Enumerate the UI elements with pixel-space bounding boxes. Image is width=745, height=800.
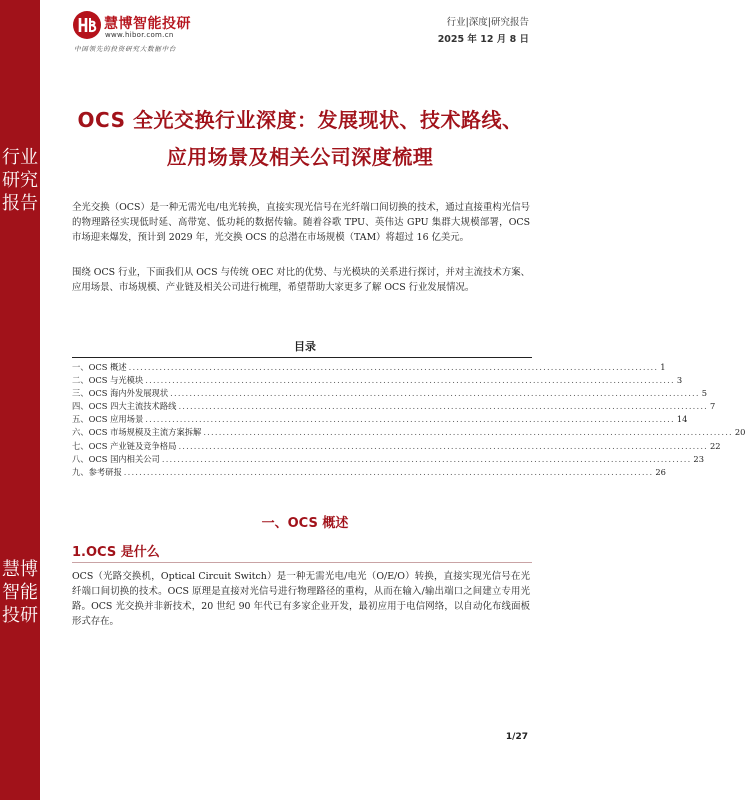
toc-item-label: 六、OCS 市场规模及主流方案拆解 — [72, 427, 202, 438]
section-paragraph-1: OCS（光路交换机，Optical Circuit Switch）是一种无需光电/电光（O/E/O）转换，直接实现光信号在光纤端口间切换的技术。OCS 原理是直接对光信号进行物理路径的重构，从而在输入/输出端口之间建立专用光路。OCS 光交换并非新技术，20 世纪 90 年代已有多家企业开发，最初应用于电信网络，以自动化布线面板形式存在。 — [72, 571, 530, 627]
toc-item-label: 七、OCS 产业链及竞争格局 — [72, 440, 177, 451]
toc-item[interactable] — [72, 400, 716, 413]
toc-leader: .......................................................................................................................................... — [128, 362, 659, 372]
sidebar-brand: 慧博智能投研 — [2, 559, 38, 626]
toc-item-page: 14 — [676, 414, 688, 425]
report-date: 2025 年 12 月 8 日 — [437, 34, 529, 45]
toc-item[interactable] — [72, 387, 707, 400]
report-meta — [438, 16, 529, 46]
toc-item-label: 九、参考研报 — [72, 466, 122, 477]
toc-item-label: 四、OCS 四大主流技术路线 — [72, 401, 177, 412]
toc-item-page: 3 — [676, 375, 683, 386]
sidebar-report-type: 行业研究报告 — [2, 147, 38, 214]
toc-item-label: 二、OCS 与光模块 — [72, 375, 144, 386]
toc-item-label: 三、OCS 海内外发展现状 — [72, 388, 169, 399]
toc-item-label: 八、OCS 国内相关公司 — [72, 453, 160, 464]
toc-leader: .......................................................................................................................................... — [178, 401, 709, 412]
logo-url: www.hibor.com.cn — [105, 31, 174, 39]
sub-heading: 1.OCS 是什么 — [72, 545, 160, 560]
toc-item[interactable] — [72, 361, 666, 374]
toc-leader: .......................................................................................................................................... — [178, 440, 709, 451]
toc-leader: .......................................................................................................................................... — [145, 375, 675, 386]
logo-mark-icon — [72, 10, 102, 40]
toc-item[interactable] — [72, 413, 688, 426]
toc-item-label: 一、OCS 概述 — [72, 362, 127, 372]
section-heading: 一、OCS 概述 — [261, 516, 349, 531]
page-title: OCS 全光交换行业深度：发展现状、技术路线、应用场景及相关公司深度梳理 — [77, 108, 523, 169]
table-of-contents — [72, 361, 745, 479]
toc-item[interactable] — [72, 440, 721, 453]
toc-item-page: 7 — [710, 401, 716, 412]
toc-leader: .......................................................................................................................................... — [123, 466, 654, 477]
toc-item-page: 23 — [693, 453, 704, 464]
toc-leader: .......................................................................................................................................... — [161, 453, 692, 464]
toc-item[interactable] — [72, 374, 683, 387]
toc-item-page: 26 — [655, 466, 666, 477]
toc-title: 目录 — [294, 340, 316, 353]
toc-item-label: 五、OCS 应用场景 — [72, 414, 144, 425]
toc-item[interactable] — [72, 453, 704, 466]
toc-item[interactable] — [72, 426, 745, 439]
toc-leader: .......................................................................................................................................... — [203, 427, 733, 438]
toc-divider — [72, 357, 532, 358]
intro-paragraph-2: 围绕 OCS 行业，下面我们从 OCS 与传统 OEC 对比的优势、与光模块的关系进行探讨，并对主流技术方案、应用场景、市场规模、产业链及相关公司进行梳理，希望帮助大家更多了解 OCS 行业发展情况。 — [72, 267, 530, 293]
report-tags: 行业|深度|研究报告 — [446, 17, 529, 28]
toc-item-page: 20 — [734, 427, 745, 438]
toc-leader: .......................................................................................................................................... — [170, 388, 700, 399]
brand-logo — [72, 10, 202, 53]
toc-item[interactable] — [72, 466, 666, 479]
sub-heading-divider — [72, 562, 532, 563]
toc-item-page: 5 — [701, 388, 707, 399]
toc-leader: .......................................................................................................................................... — [145, 414, 675, 425]
logo-name: 慧博智能投研 — [104, 16, 191, 32]
sidebar-band — [0, 0, 40, 800]
toc-item-page: 1 — [660, 362, 666, 372]
logo-slogan: 中国领先的投资研究大数据中台 — [74, 45, 177, 53]
intro-paragraph-1: 全光交换（OCS）是一种无需光电/电光转换，直接实现光信号在光纤端口间切换的技术，通过直接重构光信号的物理路径实现低时延、高带宽、低功耗的数据传输。随着谷歌 TPU、英伟达 GPU 集群大规模部署，OCS 市场迎来爆发，预计到 2029 年，光交换 OCS 的总潜在市场规模（TAM）将超过 16 亿美元。 — [72, 202, 530, 243]
toc-item-page: 22 — [710, 440, 721, 451]
page-number: 1/27 — [505, 732, 528, 742]
